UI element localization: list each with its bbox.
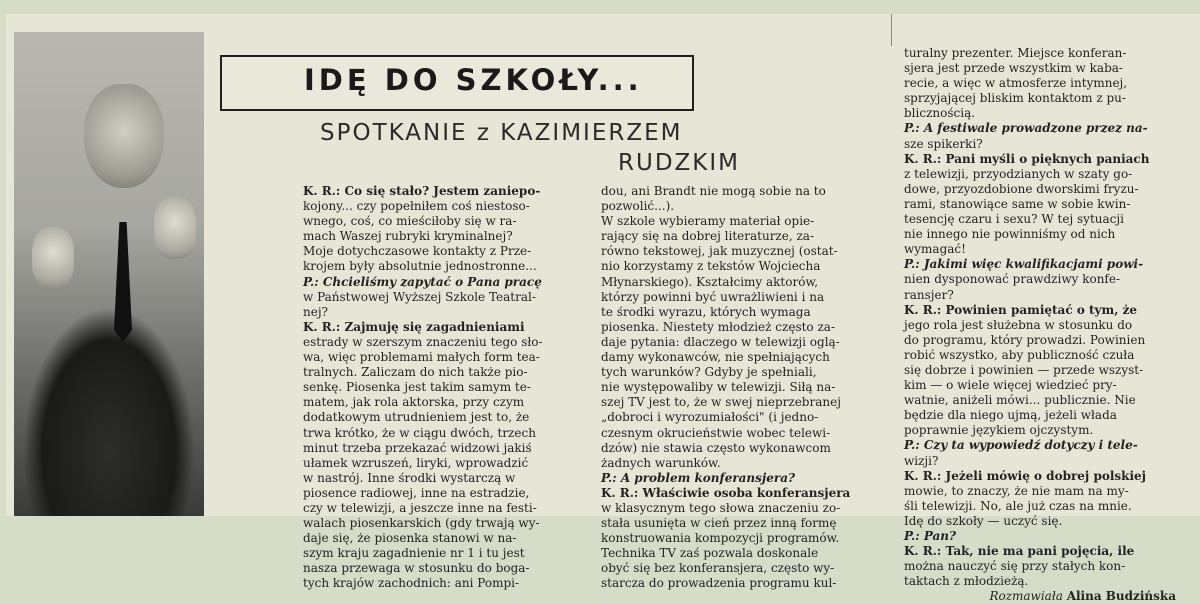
text-line: nie występowaliby w telewizji. Siłą na- [601,380,836,395]
article-column-2 [601,184,890,592]
text-line: K. R.: Co się stało? Jestem zaniepo- [303,184,541,198]
text-line: daje pytania: dlaczego w telewizji oglą- [601,334,840,349]
headline: IDĘ DO SZKOŁY... [304,63,643,97]
text-line: dou, ani Brandt nie mogą sobie na to [601,184,826,198]
text-line: ransjer? [904,287,954,302]
text-line: ułamek wzruszeń, liryki, wprowadzić [303,455,529,470]
text-line: dowe, przyozdobione dworskimi fryzu- [904,181,1139,196]
text-line: szej TV jest to, że w swej nieprzebranej [601,395,841,410]
text-line: P.: Jakimi więc kwalifikacjami powi- [904,257,1144,272]
text-line: czy w telewizji, a jeszcze inne na festi- [303,500,537,515]
text-line: P.: Czy ta wypowiedź dotyczy i tele- [904,438,1138,453]
text-line: Idę do szkoły — uczyć się. [904,513,1063,528]
headline-box [220,55,694,111]
text-line: będzie dla niego ujmą, jeżeli włada [904,408,1117,423]
subtitle-line-1: SPOTKANIE z KAZIMIERZEM [320,120,683,146]
text-line: daje się, że piosenka stanowi w na- [303,531,517,546]
text-line: tesencję czaru i sexu? W tej sytuacji [904,212,1124,227]
text-line: wymagać! [904,242,966,257]
text-line: K. R.: Pani myśli o pięknych paniach [904,151,1150,166]
text-line: sprzyjającej bliskim kontaktom z pu- [904,91,1126,106]
text-line: do programu, który prowadzi. Powinien [904,332,1146,347]
text-line: konstruowania kompozycji programów. [601,531,840,546]
portrait-photo [14,32,204,516]
portrait-head [84,84,164,188]
text-line: wa, więc problemami małych form tea- [303,350,540,365]
text-line: watnie, aniżeli mówi... publicznie. Nie [904,393,1136,408]
portrait-left-hand [32,227,74,289]
text-line: K. R.: Tak, nie ma pani pojęcia, ile [904,544,1135,559]
text-line: czesnym okrucieństwie wobec telewi- [601,425,831,440]
text-line: damy wykonawców, nie spełniających [601,350,830,365]
text-line: sjera jest przede wszystkim w kaba- [904,61,1123,76]
text-line: kim — o wiele więcej wiedzieć pry- [904,378,1117,393]
text-line: wizji? [904,453,939,468]
text-line: rami, stanowiące same w sobie kwin- [904,196,1131,211]
text-line: obyć się bez konferansjera, często wy- [601,561,835,576]
byline-author: Alina Budzińska [1066,589,1176,604]
text-line: piosence radiowej, inne na estradzie, [303,485,530,500]
text-line: P.: A problem konferansjera? [601,470,796,485]
text-line: matem, jak rola aktorska, przy czym [303,395,525,410]
text-line: K. R.: Zajmuję się zagadnieniami [303,319,525,334]
text-line: walach piosenkarskich (gdy trwają wy- [303,516,540,531]
portrait-right-hand [154,197,196,259]
text-line: minut trzeba przekazać widzowi jakiś [303,440,532,455]
text-line: nie innego nie powinniśmy od nich [904,227,1116,242]
text-line: w klasycznym tego słowa znaczeniu zo- [601,500,841,515]
text-line: jego rola jest służebna w stosunku do [904,317,1133,332]
text-line: rający się na dobrej literaturze, za- [601,229,815,244]
text-line: stała usunięta w cień przez inną formę [601,516,837,531]
text-line: w nastrój. Inne środki wystarczą w [303,470,516,485]
text-line: Moje dotychczasowe kontakty z Prze- [303,244,532,259]
text-line: równo tekstowej, jak muzycznej (ostat- [601,244,838,259]
text-line: „dobroci i wyrozumiałości" (i jedno- [601,410,819,425]
text-line: K. R.: Jeżeli mówię o dobrej polskiej [904,468,1147,483]
text-line: senkę. Piosenka jest takim samym te- [303,380,531,395]
text-line: tralnych. Zaliczam do nich także pio- [303,365,528,380]
text-line: Technika TV zaś pozwala doskonale [601,546,819,561]
byline [904,589,1176,604]
text-line: mowie, to znaczy, że nie mam na my- [904,483,1129,498]
text-line: żadnych warunków. [601,455,721,470]
text-line: recie, a więc w atmosferze intymnej, [904,76,1128,91]
text-line: śli telewizji. No, ale już czas na mnie. [904,498,1132,513]
column-rule [891,14,892,46]
text-line: dzów) nie stawia często wykonawcom [601,440,831,455]
text-line: piosenka. Niestety młodzież często za- [601,319,835,334]
text-line: trwa krótko, że w ciągu dwóch, trzech [303,425,536,440]
text-line: mach Waszej rubryki kryminalnej? [303,229,513,244]
text-line: estrady w szerszym znaczeniu tego sło- [303,334,543,349]
text-line: te środki wyrazu, których wymaga [601,304,811,319]
text-line: P.: A festiwale prowadzone przez na- [904,121,1148,136]
text-line: w Państwowej Wyższej Szkole Teatral- [303,289,536,304]
text-line: nasza przewaga w stosunku do boga- [303,561,530,576]
text-line: nio korzystamy z tekstów Wojciecha [601,259,821,274]
text-line: turalny prezenter. Miejsce konferan- [904,46,1127,60]
text-line: wnego, coś, co mieściłoby się w ra- [303,214,517,229]
text-line: blicznością. [904,106,976,121]
subtitle-line-2: RUDZKIM [618,150,740,176]
text-line: tych warunków? Gdyby je spełniali, [601,365,817,380]
newspaper-page [6,14,1200,604]
text-line: poprawnie językiem ojczystym. [904,423,1094,438]
text-line: tych krajów zachodnich: ani Pompi- [303,576,520,591]
text-line: dodatkowym utrudnieniem jest to, że [303,410,530,425]
text-line: robić wszystko, aby publiczność czuła [904,347,1135,362]
article-column-3 [904,46,1176,604]
text-line: P.: Pan? [904,529,957,543]
text-line: można nauczyć się przy stałych kon- [904,559,1126,574]
text-line: nej? [303,304,328,319]
text-line: kojony... czy popełniłem coś niestoso- [303,199,530,214]
text-line: się dobrze i powinien — przede wszyst- [904,362,1144,377]
text-line: P.: Chcieliśmy zapytać o Pana pracę [303,274,542,289]
portrait-tie [114,222,132,342]
text-line: którzy powinni być uwrażliwieni i na [601,289,825,304]
text-line: K. R.: Powinien pamiętać o tym, że [904,302,1138,317]
text-line: nien dysponować prawdziwy konfe- [904,272,1121,287]
text-line: starcza do prowadzenia programu kul- [601,576,837,591]
byline-prefix: Rozmawiała [989,589,1067,604]
text-line: z telewizji, przyodzianych w szaty go- [904,166,1133,181]
text-line: sze spikerki? [904,136,983,151]
article-column-1 [303,184,588,592]
text-line: pozwolić...). [601,199,675,214]
text-line: krojem były absolutnie jednostronne... [303,259,537,274]
text-line: K. R.: Właściwie osoba konferansjera [601,485,851,500]
text-line: szym kraju zagadnienie nr 1 i tu jest [303,546,525,561]
text-line: taktach z młodzieżą. [904,574,1029,589]
text-line: W szkole wybieramy materiał opie- [601,214,815,229]
text-line: Młynarskiego). Kształcimy aktorów, [601,274,819,289]
